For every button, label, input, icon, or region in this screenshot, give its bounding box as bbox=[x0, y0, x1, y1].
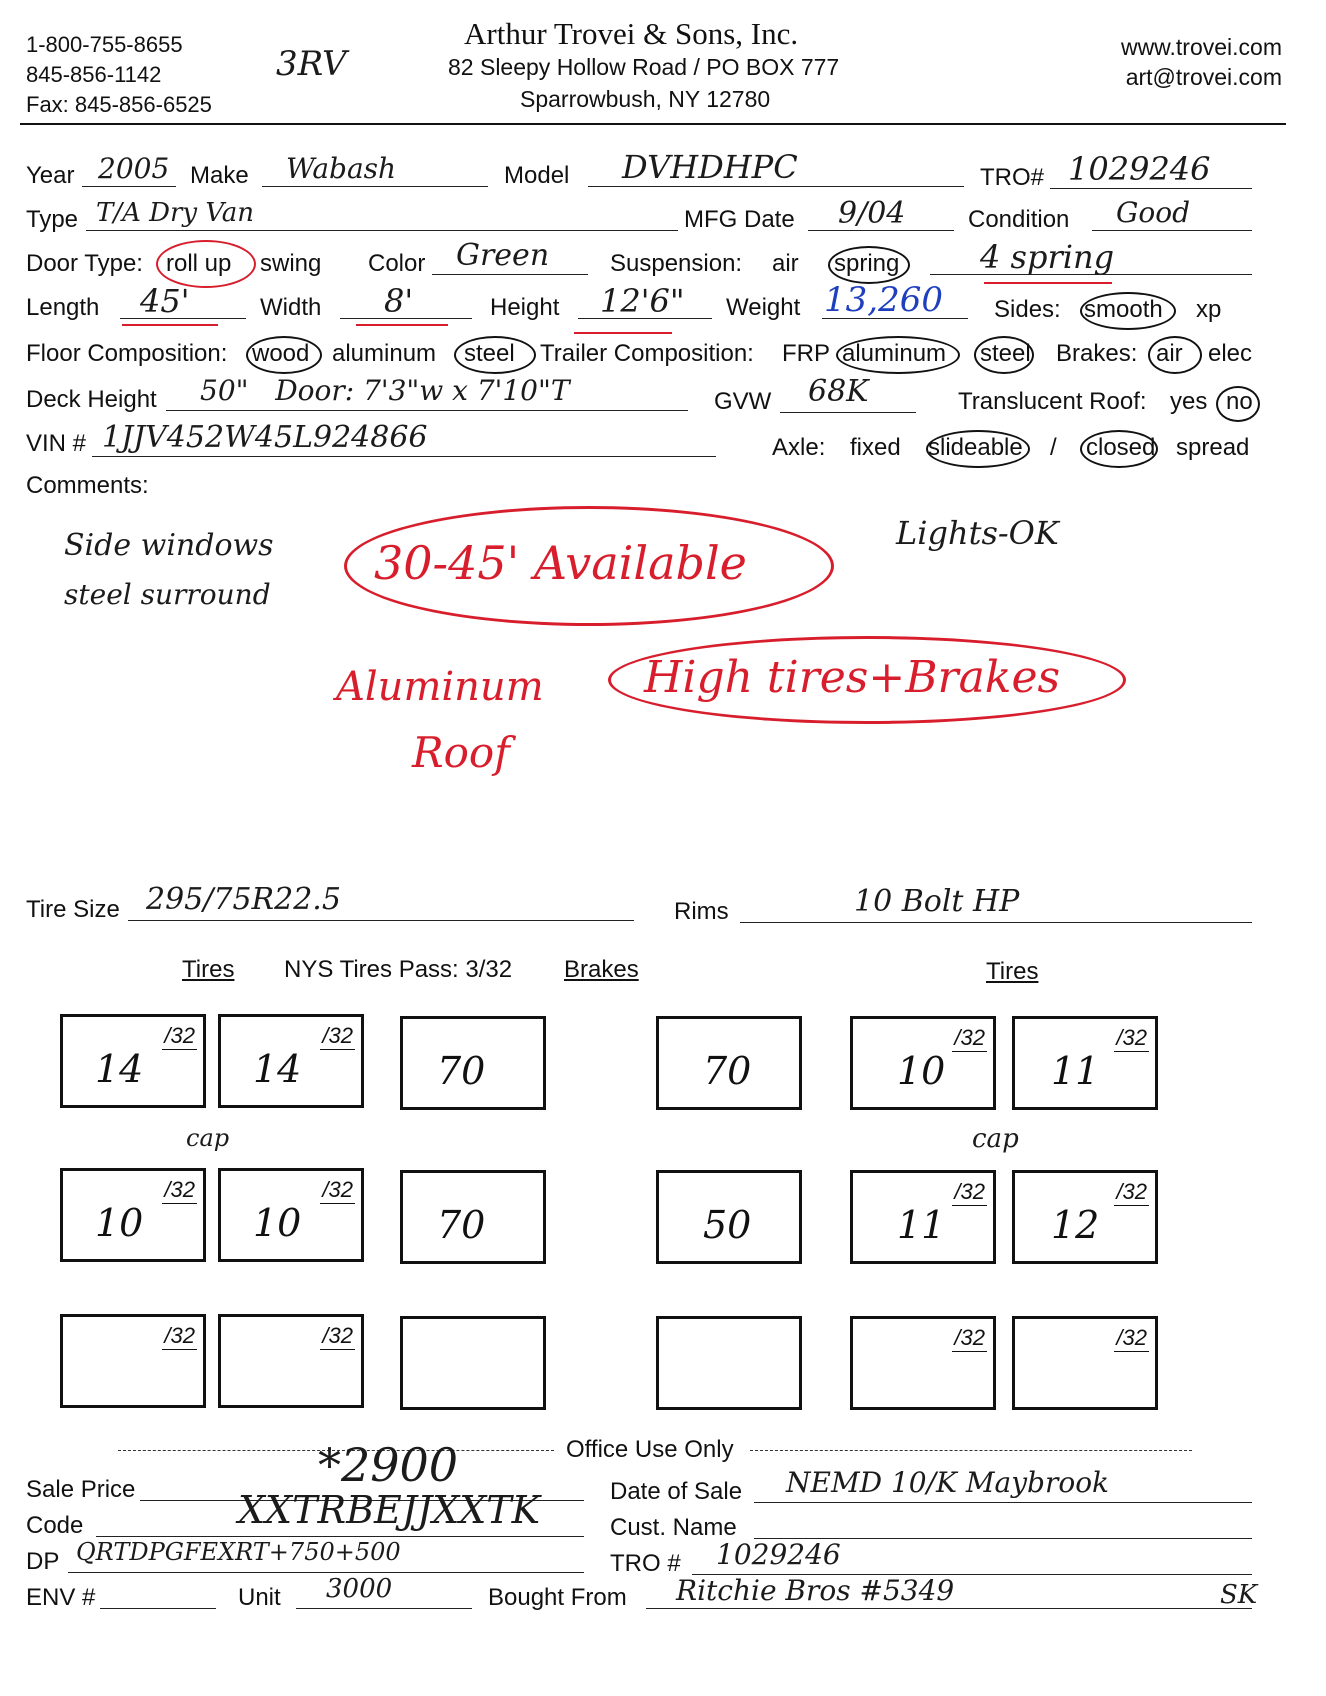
width-red-underline bbox=[356, 324, 448, 326]
year-value[interactable]: 2005 bbox=[98, 152, 170, 185]
date-of-sale-line bbox=[754, 1502, 1252, 1503]
make-line bbox=[262, 186, 488, 187]
length-value[interactable]: 45' bbox=[140, 282, 190, 320]
rims-label: Rims bbox=[674, 898, 729, 925]
website[interactable]: www.trovei.com bbox=[1120, 34, 1282, 60]
gvw-value[interactable]: 68K bbox=[808, 374, 869, 409]
phone-2: 845-856-1142 bbox=[26, 62, 162, 87]
code-line bbox=[96, 1536, 584, 1537]
brakes-label: Brakes: bbox=[1056, 340, 1138, 367]
sides-smooth-circle bbox=[1080, 292, 1176, 330]
make-value[interactable]: Wabash bbox=[286, 152, 397, 185]
type-label: Type bbox=[26, 206, 79, 233]
rims-line bbox=[740, 922, 1252, 923]
comment-side-windows: Side windows bbox=[64, 528, 274, 563]
bought-from-value[interactable]: Ritchie Bros #5349 bbox=[676, 1574, 955, 1607]
office-divider-right bbox=[750, 1450, 1192, 1451]
length-red-underline bbox=[122, 324, 218, 326]
suspension-label: Suspension: bbox=[610, 250, 743, 277]
address-line-1: 82 Sleepy Hollow Road / PO BOX 777 bbox=[448, 54, 840, 80]
tires-right-heading: Tires bbox=[986, 958, 1039, 985]
width-value[interactable]: 8' bbox=[384, 282, 414, 320]
weight-value[interactable]: 13,260 bbox=[824, 280, 943, 320]
rims-value[interactable]: 10 Bolt HP bbox=[854, 884, 1020, 919]
floor-wood-circle bbox=[246, 336, 322, 374]
axle-slash: / bbox=[1050, 434, 1057, 461]
sides-xp-option[interactable]: xp bbox=[1196, 296, 1222, 323]
tire-box-r1-lt1[interactable]: /32 14 bbox=[60, 1014, 206, 1108]
axle-closed-circle bbox=[1080, 430, 1158, 468]
trailer-frp-option[interactable]: FRP bbox=[782, 340, 830, 367]
floor-steel-option[interactable]: steel bbox=[464, 340, 515, 367]
address-line-2: Sparrowbush, NY 12780 bbox=[520, 86, 771, 112]
tire-size-line bbox=[128, 920, 634, 921]
mfg-date-label: MFG Date bbox=[684, 206, 795, 233]
code-value[interactable]: XXTRBEJJXXTK bbox=[238, 1488, 541, 1532]
phone-1: 1-800-755-8655 bbox=[26, 32, 183, 57]
tire-box-r2-rt1[interactable]: /32 11 bbox=[850, 1170, 996, 1264]
type-value[interactable]: T/A Dry Van bbox=[96, 198, 255, 228]
suspension-value[interactable]: 4 spring bbox=[980, 238, 1115, 276]
brake-box-r3-right[interactable] bbox=[656, 1316, 802, 1410]
vin-value[interactable]: 1JJV452W45L924866 bbox=[102, 420, 428, 455]
comment-available: 30-45' Available bbox=[374, 536, 747, 590]
tire-box-r2-rt2[interactable]: /32 12 bbox=[1012, 1170, 1158, 1264]
trailer-steel-option[interactable]: steel bbox=[980, 340, 1031, 367]
axle-spread-option[interactable]: spread bbox=[1176, 434, 1250, 461]
office-tro-label: TRO # bbox=[610, 1550, 681, 1577]
hand-code: 3RV bbox=[276, 44, 347, 84]
trailer-comp-label: Trailer Composition: bbox=[540, 340, 754, 367]
height-label: Height bbox=[490, 294, 560, 321]
door-rollup-circle bbox=[156, 240, 256, 288]
comment-high-tires-brakes: High tires+Brakes bbox=[644, 652, 1061, 703]
color-value[interactable]: Green bbox=[456, 238, 550, 273]
deck-height-value[interactable]: 50" Door: 7'3"w x 7'10"T bbox=[200, 374, 570, 407]
dp-line bbox=[68, 1572, 584, 1573]
brake-box-r2-left[interactable]: 70 bbox=[400, 1170, 546, 1264]
trailer-aluminum-circle bbox=[836, 336, 960, 374]
brakes-air-circle bbox=[1148, 336, 1202, 374]
door-rollup-option[interactable]: roll up bbox=[166, 250, 232, 277]
suspension-spring-option[interactable]: spring bbox=[834, 250, 900, 277]
brake-box-r1-right[interactable]: 70 bbox=[656, 1016, 802, 1110]
env-label: ENV # bbox=[26, 1584, 96, 1611]
brakes-heading: Brakes bbox=[564, 956, 639, 983]
office-use-only: Office Use Only bbox=[566, 1436, 734, 1463]
translucent-yes-option[interactable]: yes bbox=[1170, 388, 1208, 415]
translucent-roof-label: Translucent Roof: bbox=[958, 388, 1147, 415]
cap-note-left: cap bbox=[186, 1124, 230, 1152]
nys-tires-pass: NYS Tires Pass: 3/32 bbox=[284, 956, 513, 983]
translucent-no-circle bbox=[1216, 386, 1260, 422]
color-line bbox=[432, 274, 588, 275]
axle-slideable-option[interactable]: slideable bbox=[928, 434, 1023, 461]
tro-value[interactable]: 1029246 bbox=[1068, 150, 1211, 188]
tire-box-r3-lt2[interactable]: /32 bbox=[218, 1314, 364, 1408]
dp-label: DP bbox=[26, 1548, 60, 1575]
floor-aluminum-option[interactable]: aluminum bbox=[332, 340, 437, 367]
make-label: Make bbox=[190, 162, 249, 189]
condition-value[interactable]: Good bbox=[1116, 196, 1191, 229]
date-of-sale-label: Date of Sale bbox=[610, 1478, 743, 1505]
dp-value[interactable]: QRTDPGFEXRT+750+500 bbox=[76, 1538, 401, 1566]
suspension-air-option[interactable]: air bbox=[772, 250, 799, 277]
gvw-label: GVW bbox=[714, 388, 772, 415]
weight-label: Weight bbox=[726, 294, 801, 321]
mfg-date-value[interactable]: 9/04 bbox=[838, 196, 906, 231]
tire-size-value[interactable]: 295/75R22.5 bbox=[146, 882, 341, 917]
translucent-no-option[interactable]: no bbox=[1226, 388, 1253, 415]
comment-lights-ok: Lights-OK bbox=[896, 514, 1059, 552]
brake-box-r2-right[interactable]: 50 bbox=[656, 1170, 802, 1264]
office-tro-value[interactable]: 1029246 bbox=[716, 1538, 841, 1571]
tire-box-r2-lt1[interactable]: /32 10 bbox=[60, 1168, 206, 1262]
comment-aluminum: Aluminum bbox=[336, 664, 544, 710]
tire-box-r2-lt2[interactable]: /32 10 bbox=[218, 1168, 364, 1262]
bought-from-line bbox=[646, 1608, 1252, 1609]
door-type-label: Door Type: bbox=[26, 250, 143, 277]
height-value[interactable]: 12'6" bbox=[600, 282, 685, 320]
cust-name-label: Cust. Name bbox=[610, 1514, 737, 1541]
env-line[interactable] bbox=[100, 1608, 216, 1609]
floor-label: Floor Composition: bbox=[26, 340, 228, 367]
tire-box-r3-rt1[interactable]: /32 bbox=[850, 1316, 996, 1410]
tire-box-r1-lt2[interactable]: /32 14 bbox=[218, 1014, 364, 1108]
model-line bbox=[588, 186, 964, 187]
vin-line bbox=[92, 456, 716, 457]
tires-left-heading: Tires bbox=[182, 956, 235, 983]
bought-from-label: Bought From bbox=[488, 1584, 627, 1611]
condition-line bbox=[1092, 230, 1252, 231]
length-label: Length bbox=[26, 294, 100, 321]
tire-box-r3-rt2[interactable]: /32 bbox=[1012, 1316, 1158, 1410]
tro-label: TRO# bbox=[980, 164, 1045, 191]
tire-box-r1-rt1[interactable]: /32 10 bbox=[850, 1016, 996, 1110]
gvw-line bbox=[780, 412, 916, 413]
door-swing-option[interactable]: swing bbox=[260, 250, 322, 277]
height-red-underline bbox=[574, 332, 672, 334]
comment-steel-surround: steel surround bbox=[64, 578, 271, 611]
date-of-sale-value[interactable]: NEMD 10/K Maybrook bbox=[786, 1466, 1110, 1499]
model-label: Model bbox=[504, 162, 570, 189]
unit-label: Unit bbox=[238, 1584, 281, 1611]
vin-label: VIN # bbox=[26, 430, 87, 457]
sale-price-value[interactable]: *2900 bbox=[318, 1438, 459, 1492]
year-label: Year bbox=[26, 162, 75, 189]
axle-fixed-option[interactable]: fixed bbox=[850, 434, 901, 461]
axle-closed-option[interactable]: closed bbox=[1086, 434, 1156, 461]
header-divider bbox=[20, 123, 1286, 125]
brake-box-r1-left[interactable]: 70 bbox=[400, 1016, 546, 1110]
axle-label: Axle: bbox=[772, 434, 826, 461]
condition-label: Condition bbox=[968, 206, 1070, 233]
brakes-elec-option[interactable]: elec bbox=[1208, 340, 1253, 367]
year-line bbox=[82, 186, 176, 187]
comment-roof: Roof bbox=[412, 728, 510, 777]
width-label: Width bbox=[260, 294, 322, 321]
sale-price-label: Sale Price bbox=[26, 1476, 136, 1503]
tire-box-r1-rt2[interactable]: /32 11 bbox=[1012, 1016, 1158, 1110]
brake-box-r3-left[interactable] bbox=[400, 1316, 546, 1410]
deck-height-label: Deck Height bbox=[26, 386, 157, 413]
initials: SK bbox=[1220, 1580, 1258, 1610]
model-value[interactable]: DVHDHPC bbox=[622, 148, 798, 186]
tire-box-r3-lt1[interactable]: /32 bbox=[60, 1314, 206, 1408]
fax: Fax: 845-856-6525 bbox=[26, 92, 212, 117]
tire-size-label: Tire Size bbox=[26, 896, 120, 923]
tro-line bbox=[1050, 188, 1252, 189]
floor-wood-option[interactable]: wood bbox=[252, 340, 310, 367]
email[interactable]: art@trovei.com bbox=[1125, 64, 1282, 90]
suspension-red-underline bbox=[984, 282, 1112, 284]
sides-smooth-option[interactable]: smooth bbox=[1084, 296, 1163, 323]
color-label: Color bbox=[368, 250, 426, 277]
sides-label: Sides: bbox=[994, 296, 1061, 323]
unit-value[interactable]: 3000 bbox=[326, 1574, 393, 1604]
suspension-spring-circle bbox=[828, 246, 910, 284]
deck-height-line bbox=[166, 410, 688, 411]
trailer-steel-circle bbox=[974, 336, 1034, 374]
cap-note-right: cap bbox=[972, 1124, 1019, 1154]
axle-slideable-circle bbox=[926, 430, 1030, 468]
brakes-air-option[interactable]: air bbox=[1156, 340, 1183, 367]
comments-label: Comments: bbox=[26, 472, 149, 499]
code-label: Code bbox=[26, 1512, 84, 1539]
company-name: Arthur Trovei & Sons, Inc. bbox=[464, 16, 799, 51]
type-line bbox=[86, 230, 678, 231]
unit-line bbox=[296, 1608, 472, 1609]
floor-steel-circle bbox=[454, 336, 536, 374]
trailer-aluminum-option[interactable]: aluminum bbox=[842, 340, 947, 367]
